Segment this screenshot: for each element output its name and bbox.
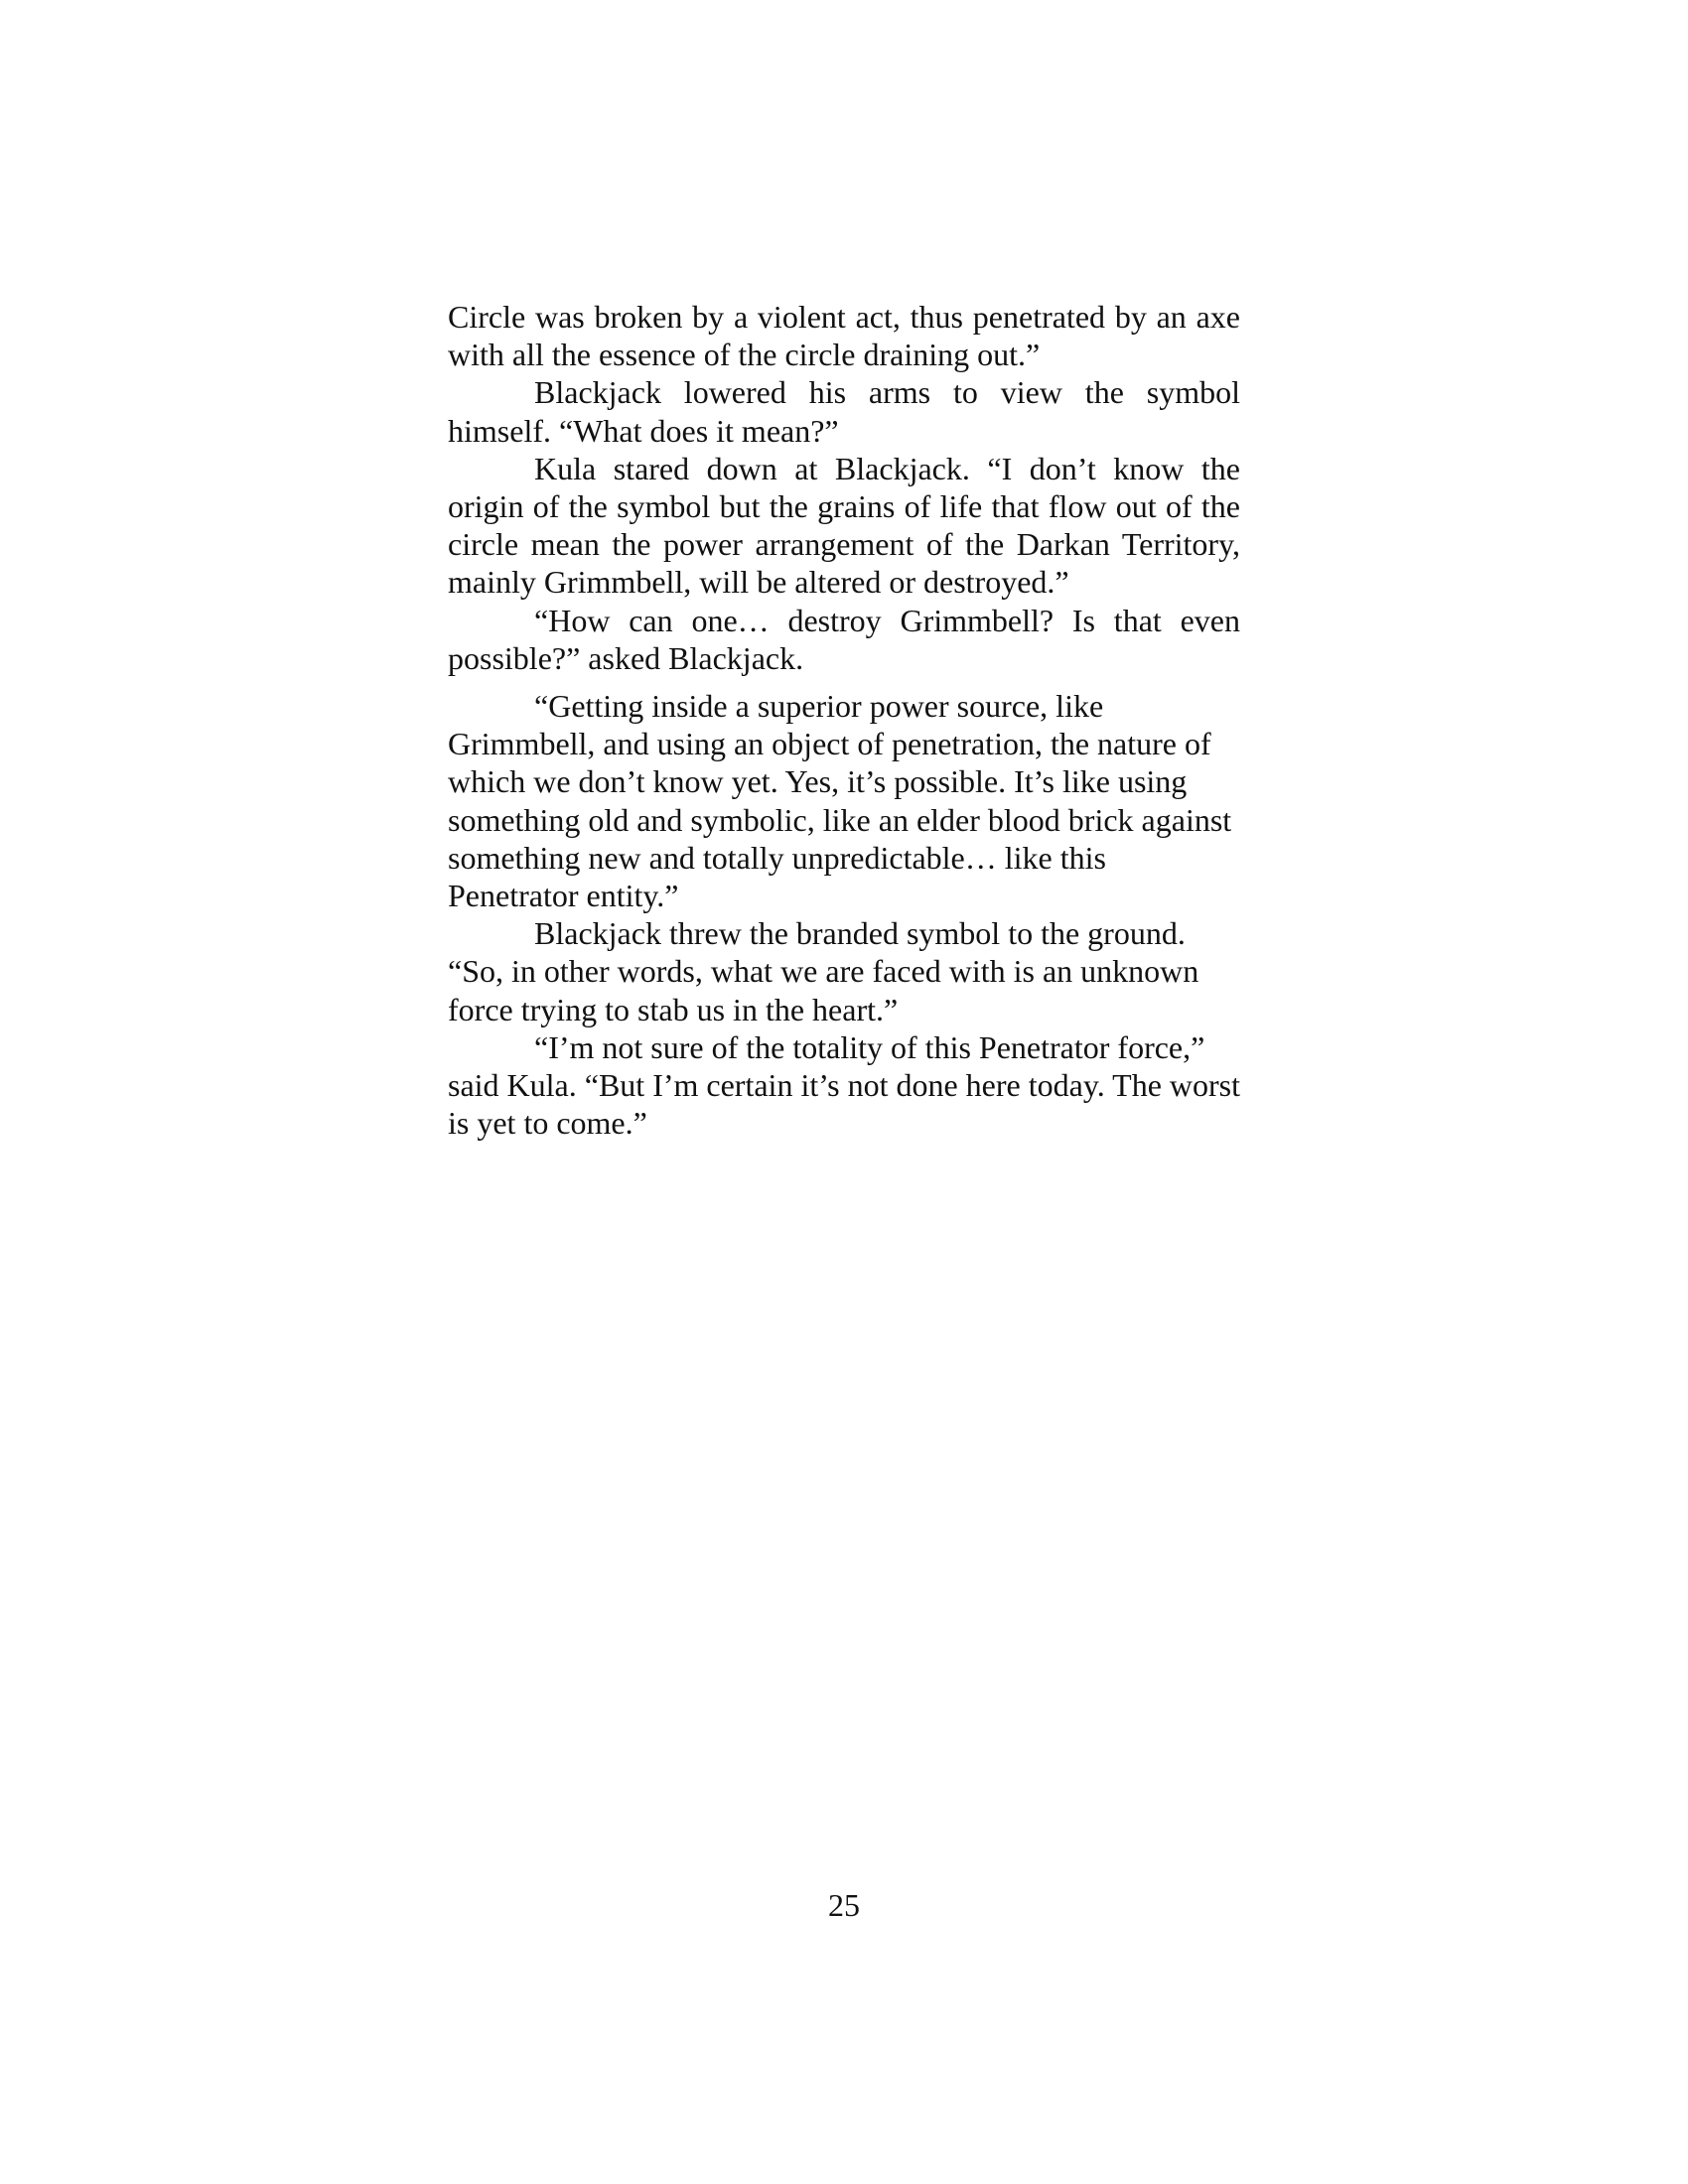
paragraph: “Getting inside a superior power source, like Grimmbell, and using an object of penetration, the nature of which we don’t know yet. Yes, it’s possible. It’s like using something old and symbolic, like an elder blood brick against something new and totally unpredictable… like this Penetrator entity.” xyxy=(448,688,1232,914)
paragraph: “How can one… destroy Grimmbell? Is that even possible?” asked Blackjack. xyxy=(448,602,1240,676)
text-section-justified xyxy=(448,298,1240,677)
paragraph: Kula stared down at Blackjack. “I don’t know the origin of the symbol but the grains of life that flow out of the circle mean the power arrangement of the Darkan Territory, mainly Grimmbell, will be altered or destroyed.” xyxy=(448,450,1240,601)
paragraph: “I’m not sure of the totality of this Penetrator force,” said Kula. “But I’m certain it’s not done here today. The worst is yet to come.” xyxy=(448,1028,1241,1142)
paragraph: Blackjack lowered his arms to view the symbol himself. “What does it mean?” xyxy=(448,374,1240,449)
paragraph: Circle was broken by a violent act, thus penetrated by an axe with all the essence of the circle draining out.” xyxy=(448,299,1240,373)
page-number: 25 xyxy=(828,1887,860,1923)
text-section-ragged xyxy=(448,687,1240,1142)
paragraph: Blackjack threw the branded symbol to the ground. “So, in other words, what we are faced with is an unknown force trying to stab us in the heart.” xyxy=(448,915,1199,1027)
